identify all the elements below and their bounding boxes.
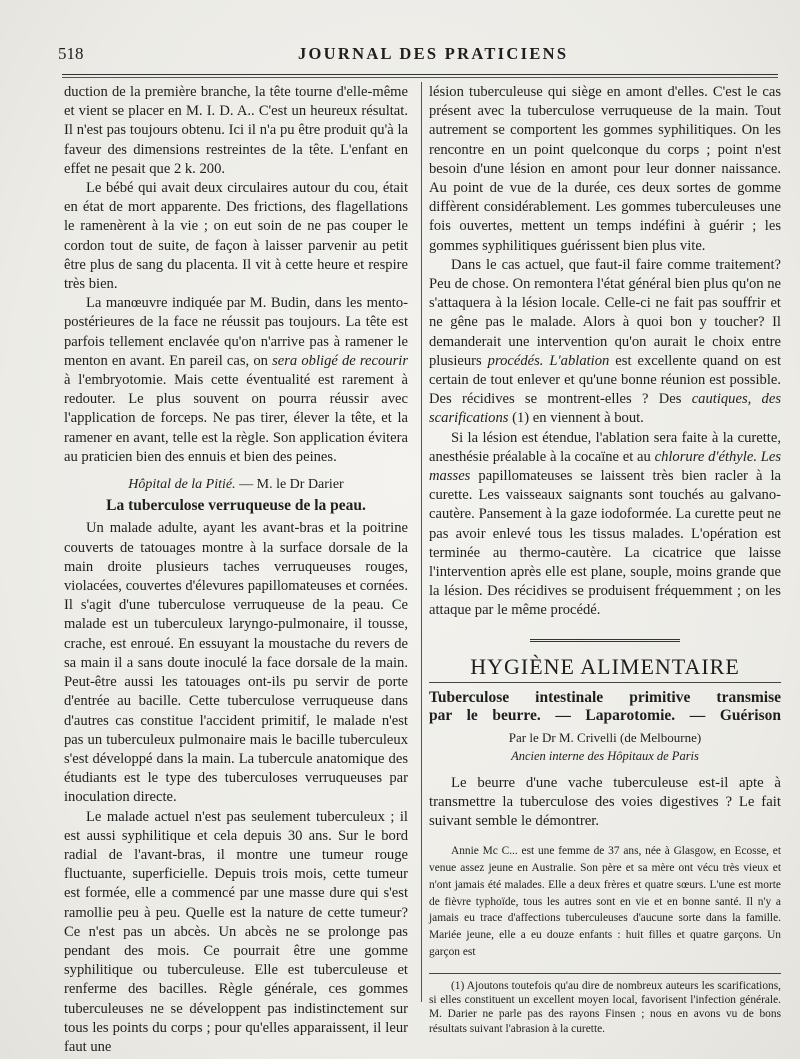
- section-divider: [530, 639, 680, 645]
- footnote: (1) Ajoutons toutefois qu'au dire de nombreux auteurs les scarifications, si elles constituent un excellent moyen local, favorisent l'infection générale. M. Darier ne parle pas des rayons Finsen ; nous en avons vu de bons résultats suivant l'abrasion à la curette.: [429, 979, 781, 1035]
- author-line: Par le Dr M. Crivelli (de Melbourne): [508, 729, 702, 745]
- paragraph: lésion tuberculeuse qui siège en amont d'elles. C'est le cas présent avec la tuberculose verruqueuse de la main. Tout autrement se comportent les gommes syphilitiques. On les rencontre en un point quelconque du corps ; point n'est besoin d'une lésion en amont pour leur donner naissance. Au point de vue de la durée, ces deux sortes de gomme diffèrent considérablement. Les gommes tuberculeuses une fois ouvertes, mettent un temps indéfini à guérir ; les gommes syphilitiques guérissent bien plus vite.: [429, 84, 781, 254]
- lecturer-name: — M. le Dr Darier: [235, 477, 344, 493]
- intro-paragraph: Le beurre d'une vache tuberculeuse est-il apte à transmettre la tuberculose des voies digestives ? Le fait suivant semble le démontrer.: [429, 775, 781, 830]
- running-head: [58, 38, 770, 68]
- page-number: 518: [58, 44, 84, 63]
- author-role: Ancien interne des Hôpitaux de Paris: [511, 749, 699, 764]
- italic-run: sera obligé de recourir: [272, 352, 408, 369]
- left-column: [64, 83, 408, 1057]
- header-rule: [62, 74, 778, 75]
- footnote-rule: [429, 973, 781, 974]
- paragraph: [64, 294, 408, 467]
- text-run: La manœuvre indiquée par M. Budin, dans les mento-postérieures de la face ne réussit pas toujours. La tête est parfois tellement enclavée qu'on n'arrive pas à ramener le menton en avant. En pareil cas, on: [64, 295, 408, 369]
- text-run: à l'embryotomie. Mais cette éventualité est rarement à redouter. Le plus souvent on pourra réussir avec l'application de forceps. Ne pas tirer, élever la tête, et la ramener en avant, telle est la règle. Son application évitera au praticien bien des ennuis et bien des peines.: [64, 372, 408, 465]
- text-run: Dans le cas actuel, que faut-il faire comme traitement? Peu de chose. On remontera l'état général bien plus qu'on ne s'attaquera à la lésion locale. Celle-ci ne fait pas souffrir et ne gêne pas le malade. Alors à quoi bon y toucher? Il demanderait une intervention qu'on aurait le choix entre plusieurs: [429, 256, 781, 369]
- text-run: papillomateuses se laissent très bien racler à la curette. Les vaisseaux saignants sont touchés au galvano-cautère. Pansement à la gaze iodoformée. La curette peut ne pas avoir enlevé tous les tissus malades. L'opération est terminée au thermo-cautère. La cicatrice que laisse l'intervention après elle est plane, souple, moins grande que la lésion. Des récidives se produisent fréquemment ; on les attaque par le même procédé.: [429, 468, 781, 619]
- article-title-line1: Tuberculose intestinale primitive transmise: [429, 688, 781, 706]
- journal-title: JOURNAL DES PRATICIENS: [298, 44, 569, 63]
- paragraph: Le malade actuel n'est pas seulement tuberculeux ; il est aussi syphilitique et cela depuis 30 ans. Sur le bord radial de l'avant-bras, il montre une tumeur rouge fluctuante, superficielle. Depuis trois mois, cette tumeur est formée, elle a commencé par une masse dure qui s'est ramollie peu à peu. Quelle est la nature de cette tumeur? Ce n'est pas un abcès. Un abcès ne se prolonge pas pendant des mois. Ce pourrait être une gomme syphilitique ou tuberculeuse. Elle est tuberculeuse et renferme des bacilles. Règle générale, ces gommes tuberculeuses ne se développent pas indistinctement sur tous les points du corps ; pour qu'elles apparaissent, il leur faut une: [64, 808, 408, 1055]
- article-title: La tuberculose verruqueuse de la peau.: [106, 497, 366, 515]
- paragraph: [429, 256, 781, 429]
- text-run: (1) en viennent à bout.: [508, 410, 644, 427]
- header-rule-thin: [62, 77, 778, 78]
- paragraph: Le bébé qui avait deux circulaires autour du cou, était en état de mort apparente. Des frictions, des flagellations le ramenèrent à la vie ; on eut soin de ne pas couper le cordon tout de suite, de façon à laisser parvenir au petit être plus de sang du placenta. Il vit à cette heure et respire très bien.: [64, 180, 408, 293]
- section-title: HYGIÈNE ALIMENTAIRE: [470, 653, 740, 679]
- article-title-line2: par le beurre. — Laparotomie. — Guérison: [429, 707, 781, 725]
- paragraph: [429, 429, 781, 621]
- hospital-line: [64, 475, 408, 494]
- text-run: est excellente quand on est certain de tout enlever et qu'une bonne réunion est possible. Des récidives se montrent-elles ? Des: [429, 352, 781, 408]
- section-rule: [429, 682, 781, 683]
- hospital-name: Hôpital de la Pitié.: [128, 477, 236, 493]
- right-column: [429, 83, 781, 1036]
- column-divider: [421, 82, 422, 1002]
- case-paragraph: Annie Mc C... est une femme de 37 ans, née à Glasgow, en Ecosse, et venue assez jeune en Australie. Son père et sa mère ont vécu très vieux et n'ont jamais été malades. Elle a deux frères et quatre sœurs. L'une est morte de fièvre typhoïde, tous les autres sont en vie et en bonne santé. Il n'y a jamais eu trace d'affections tuberculeuses d'aucune sorte dans la famille. Mariée jeune, elle a eu douze enfants : huit filles et quatre garçons. Un garçon est: [429, 845, 781, 959]
- italic-run: procédés. L'ablation: [487, 352, 610, 369]
- paragraph: duction de la première branche, la tête tourne d'elle-même et vient se placer en M. I. D. A.. C'est un heureux résultat. Il n'est pas toujours obtenu. Ici il n'a pu être produit qu'à la faveur des dimensions restreintes de la tête. L'enfant en effet ne pesait que 2 k. 200.: [64, 84, 408, 177]
- italic-run: cautiques, des scarifications: [429, 391, 782, 427]
- italic-run: chlorure d'éthyle. Les masses: [429, 448, 781, 485]
- paragraph: Un malade adulte, ayant les avant-bras et la poitrine couverts de tatouages montre à la surface dorsale de la main droite plusieurs taches verruqueuses rouges, violacées, couvertes d'élevures papillomateuses et cornées. Il s'agit d'une tuberculose verruqueuse de la peau. Ce malade est un tuberculeux laryngo-pulmonaire, il tousse, crache, est enroué. En essuyant la moustache du revers de sa main il a sans doute inoculé la face dorsale de la main. Peut-être aussi les tatouages ont-ils pu servir de porte d'entrée au bacille. Cette tuberculose verruqueuse dans d'autres cas constitue l'accident primitif, le malade n'est pas un tuberculeux pulmonaire mais le bacille tuberculeux s'est développé dans la main. La tubercule anatomique des étudiants est le type des tuberculoses verruqueuses par inoculation directe.: [64, 520, 408, 806]
- text-run: Si la lésion est étendue, l'ablation sera faite à la curette, anesthésie préalable à la cocaïne et au: [429, 429, 781, 465]
